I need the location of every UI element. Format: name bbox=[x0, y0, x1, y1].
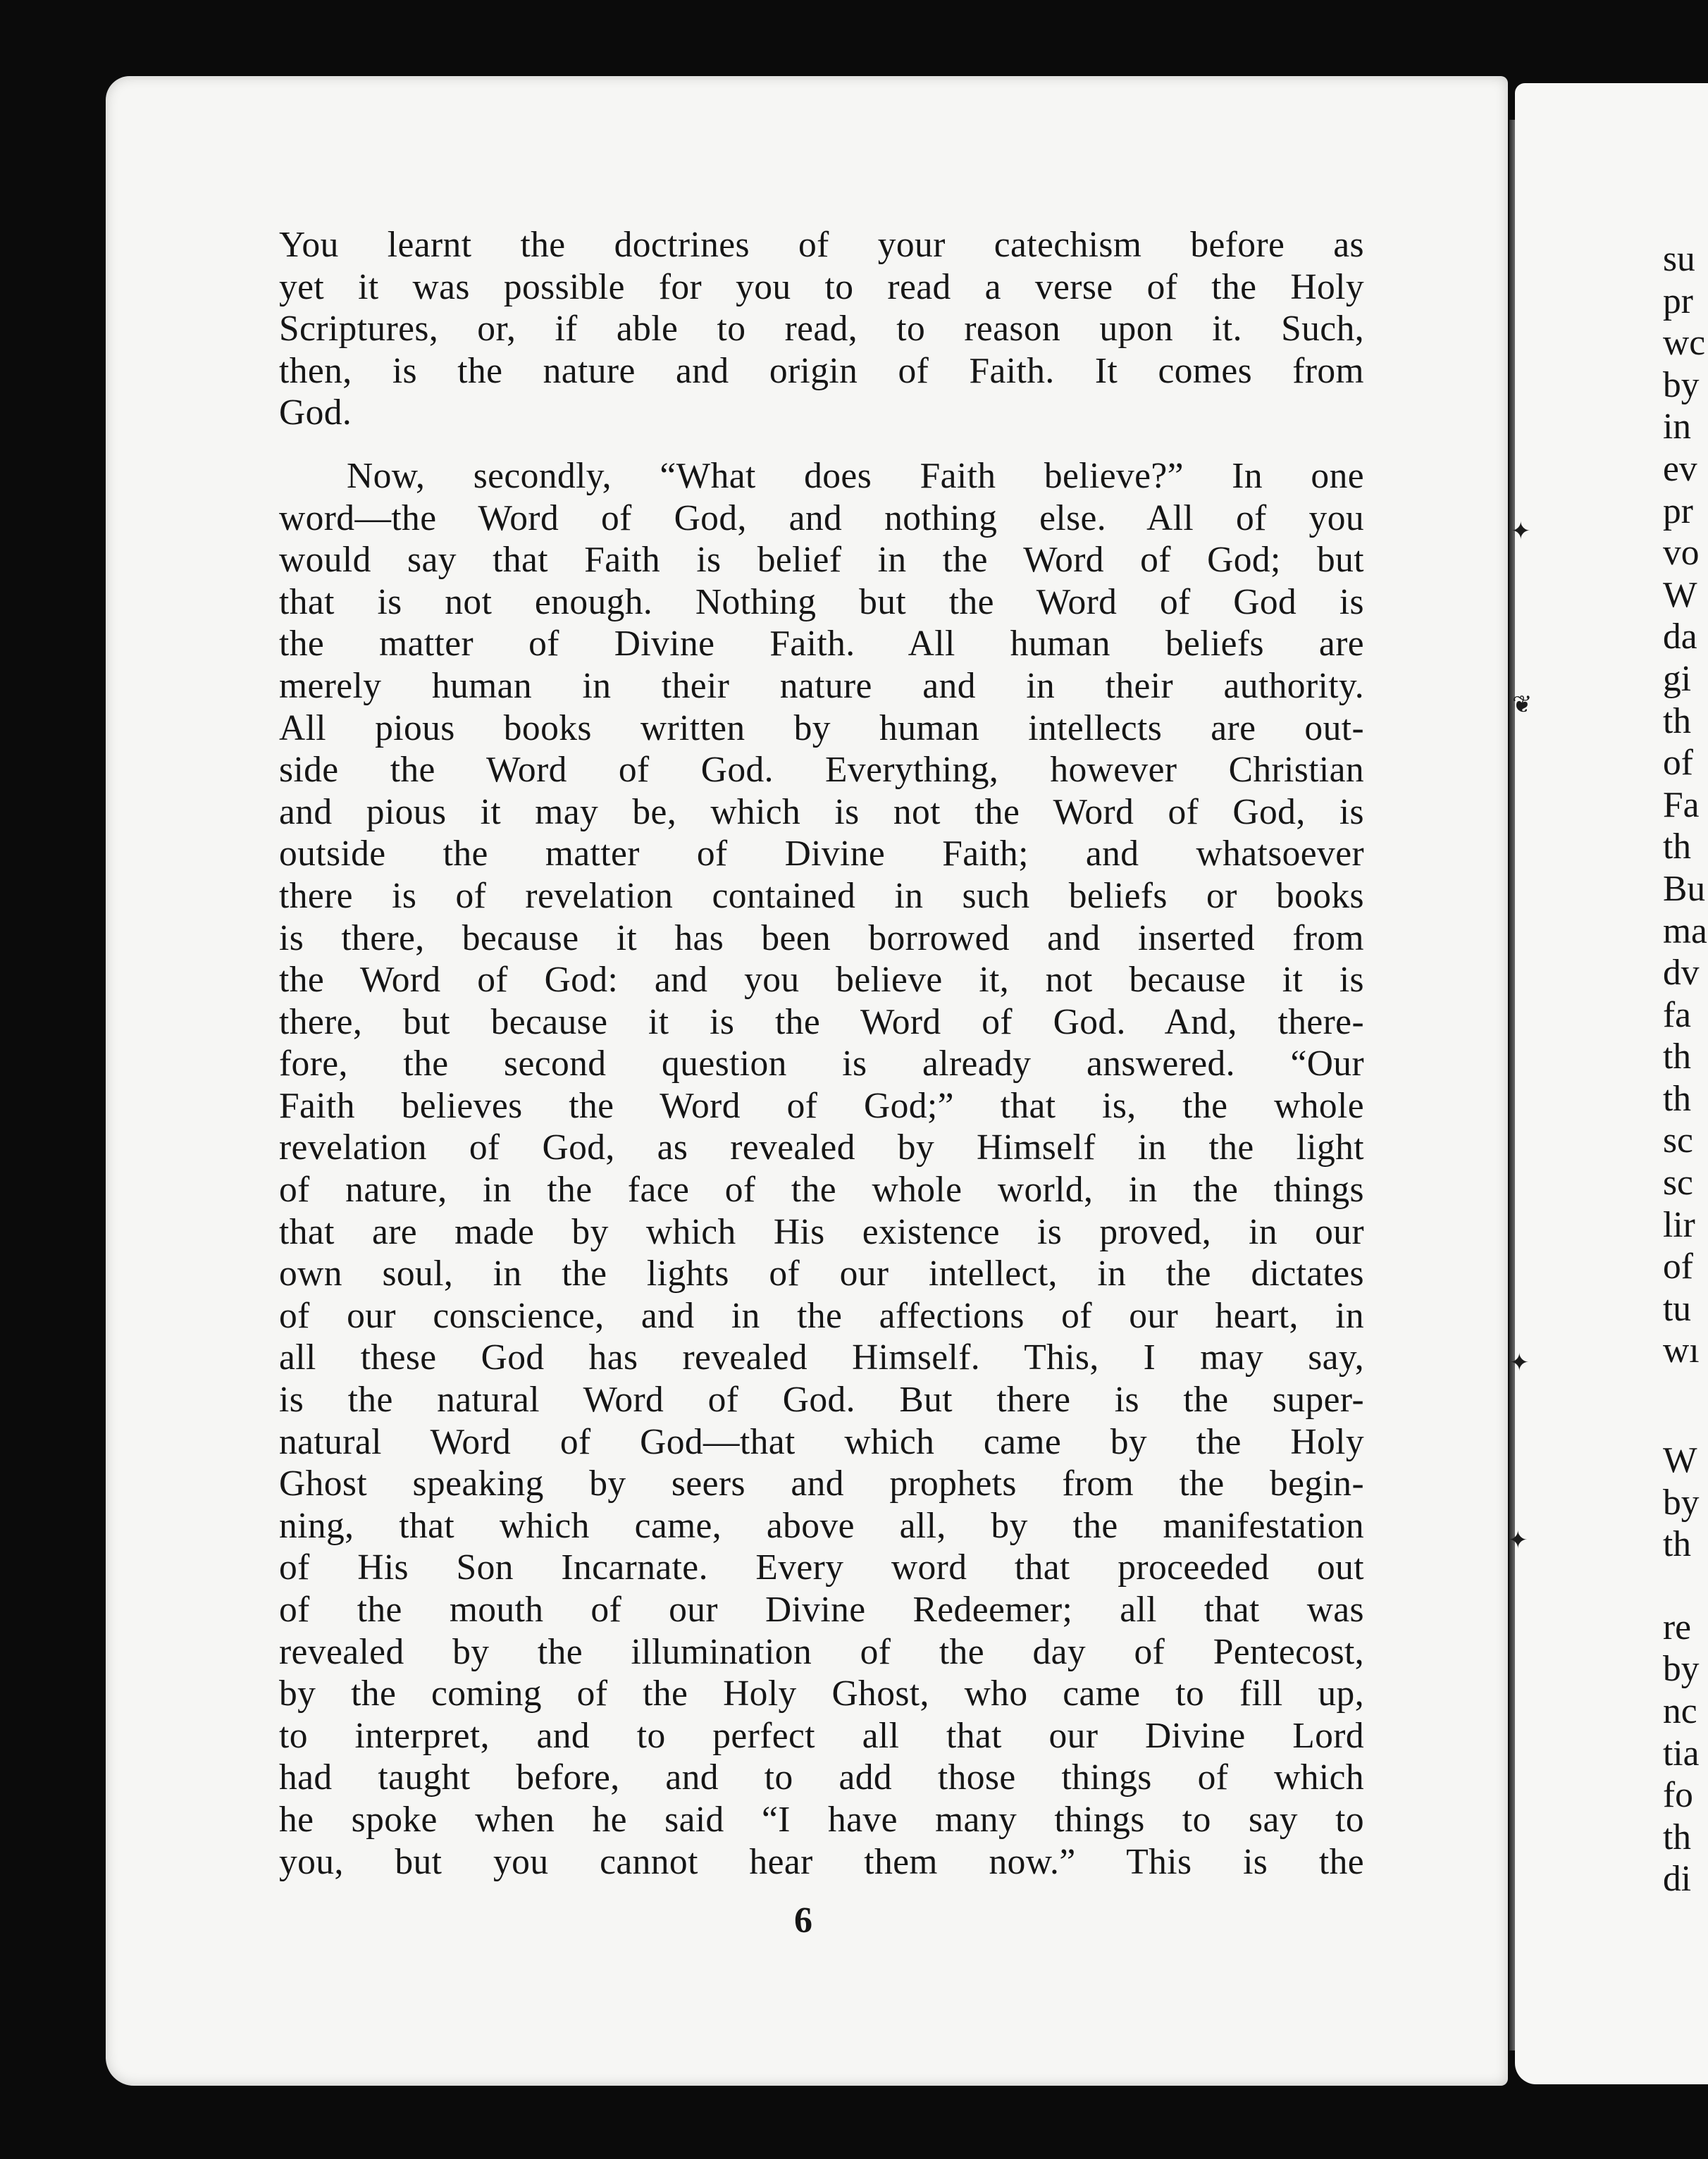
text-line: God. bbox=[279, 392, 352, 433]
text-fragment: nc bbox=[1663, 1691, 1697, 1731]
text-line: then, is the nature and origin of Faith. It comes from bbox=[279, 350, 1364, 391]
text-fragment: W bbox=[1663, 1440, 1697, 1481]
text-fragment: th bbox=[1663, 1817, 1692, 1857]
text-fragment: pr bbox=[1663, 490, 1693, 531]
text-line: the matter of Divine Faith. All human beliefs are bbox=[279, 624, 1364, 664]
page-number: 6 bbox=[794, 1900, 812, 1941]
text-fragment: th bbox=[1663, 1037, 1692, 1077]
text-line: you, but you cannot hear them now.” This is the bbox=[279, 1841, 1364, 1882]
text-fragment: W bbox=[1663, 574, 1697, 615]
text-line: outside the matter of Divine Faith; and whatsoever bbox=[279, 834, 1364, 874]
text-line: by the coming of the Holy Ghost, who came to fill up, bbox=[279, 1674, 1364, 1714]
binding-mark: ✦ bbox=[1509, 1350, 1530, 1376]
text-fragment: by bbox=[1663, 1482, 1700, 1523]
text-line: Now, secondly, “What does Faith believe?” In one bbox=[347, 455, 1364, 496]
text-line: and pious it may be, which is not the Word of God, is bbox=[279, 791, 1364, 832]
text-fragment: of bbox=[1663, 743, 1693, 784]
text-fragment: dv bbox=[1663, 953, 1700, 994]
text-fragment: fa bbox=[1663, 994, 1692, 1035]
text-line: word—the Word of God, and nothing else. All of you bbox=[279, 497, 1364, 538]
text-line: Scriptures, or, if able to read, to reason upon it. Such, bbox=[279, 309, 1364, 349]
text-line: natural Word of God—that which came by the Holy bbox=[279, 1421, 1364, 1462]
text-fragment: gi bbox=[1663, 658, 1692, 699]
text-fragment: vo bbox=[1663, 533, 1700, 574]
text-fragment: di bbox=[1663, 1859, 1692, 1900]
text-fragment: re bbox=[1663, 1607, 1692, 1647]
text-fragment: lir bbox=[1663, 1204, 1695, 1245]
text-fragment: pr bbox=[1663, 280, 1693, 321]
text-line: Ghost speaking by seers and prophets from the begin- bbox=[279, 1464, 1364, 1504]
text-line: of our conscience, and in the affections of our heart, in bbox=[279, 1295, 1364, 1336]
binding-mark: ❦ bbox=[1512, 692, 1533, 718]
paragraph-gap bbox=[279, 434, 1364, 455]
text-line: of nature, in the face of the whole world, in the things bbox=[279, 1170, 1364, 1211]
text-line: revelation of God, as revealed by Himself in the light bbox=[279, 1127, 1364, 1168]
text-fragment: ev bbox=[1663, 448, 1697, 489]
text-line: revealed by the illumination of the day of Pentecost, bbox=[279, 1631, 1364, 1672]
text-fragment: sc bbox=[1663, 1163, 1693, 1204]
text-line: all these God has revealed Himself. This, I may say, bbox=[279, 1337, 1364, 1378]
binding-mark: ✦ bbox=[1508, 1528, 1528, 1554]
text-fragment: in bbox=[1663, 407, 1692, 447]
text-line: there, but because it is the Word of God. And, there- bbox=[279, 1001, 1364, 1042]
text-fragment: by bbox=[1663, 1649, 1700, 1690]
text-fragment: wı bbox=[1663, 1330, 1700, 1371]
text-fragment: Fa bbox=[1663, 784, 1700, 825]
text-line: of the mouth of our Divine Redeemer; all that was bbox=[279, 1590, 1364, 1630]
binding-mark: ✦ bbox=[1511, 519, 1531, 545]
text-fragment: th bbox=[1663, 700, 1692, 741]
text-fragment: da bbox=[1663, 617, 1697, 657]
text-line: that is not enough. Nothing but the Word of God is bbox=[279, 581, 1364, 622]
text-fragment: th bbox=[1663, 1524, 1692, 1565]
text-fragment: tia bbox=[1663, 1733, 1700, 1774]
text-fragment: fo bbox=[1663, 1775, 1693, 1816]
text-line: ning, that which came, above all, by the manifestation bbox=[279, 1505, 1364, 1546]
text-line: is the natural Word of God. But there is the super- bbox=[279, 1380, 1364, 1421]
text-fragment: wc bbox=[1663, 323, 1706, 364]
text-line: to interpret, and to perfect all that our Divine Lord bbox=[279, 1715, 1364, 1756]
paragraph-gap bbox=[1663, 1566, 1708, 1607]
text-line: would say that Faith is belief in the Word of God; but bbox=[279, 540, 1364, 581]
text-line: there is of revelation contained in such beliefs or books bbox=[279, 875, 1364, 916]
text-line: yet it was possible for you to read a verse of the Holy bbox=[279, 266, 1364, 307]
text-line: that are made by which His existence is proved, in our bbox=[279, 1211, 1364, 1252]
text-fragment: tu bbox=[1663, 1288, 1692, 1329]
book-gutter bbox=[1509, 120, 1515, 2050]
text-line: is there, because it has been borrowed and inserted from bbox=[279, 917, 1364, 958]
body-text bbox=[279, 224, 1364, 1883]
text-line: had taught before, and to add those things of which bbox=[279, 1757, 1364, 1798]
text-fragment: by bbox=[1663, 364, 1700, 405]
right-page-text bbox=[1663, 238, 1708, 1900]
text-fragment: of bbox=[1663, 1246, 1693, 1287]
text-fragment: sc bbox=[1663, 1120, 1693, 1161]
text-line: own soul, in the lights of our intellect, in the dictates bbox=[279, 1254, 1364, 1294]
text-line: merely human in their nature and in their authority. bbox=[279, 665, 1364, 706]
text-fragment: su bbox=[1663, 239, 1695, 279]
text-line: he spoke when he said “I have many things to say to bbox=[279, 1799, 1364, 1840]
paragraph-gap bbox=[1663, 1372, 1708, 1440]
text-line: Faith believes the Word of God;” that is, the whole bbox=[279, 1085, 1364, 1126]
text-fragment: Bu bbox=[1663, 868, 1706, 909]
text-fragment: th bbox=[1663, 827, 1692, 867]
text-fragment: th bbox=[1663, 1078, 1692, 1119]
text-line: of His Son Incarnate. Every word that proceeded out bbox=[279, 1547, 1364, 1588]
text-line: the Word of God: and you believe it, not because it is bbox=[279, 960, 1364, 1001]
text-line: All pious books written by human intellects are out- bbox=[279, 707, 1364, 748]
text-fragment: ma bbox=[1663, 910, 1707, 951]
text-line: You learnt the doctrines of your catechism before as bbox=[279, 225, 1364, 265]
text-line: fore, the second question is already answered. “Our bbox=[279, 1044, 1364, 1084]
text-line: side the Word of God. Everything, however Christian bbox=[279, 750, 1364, 791]
